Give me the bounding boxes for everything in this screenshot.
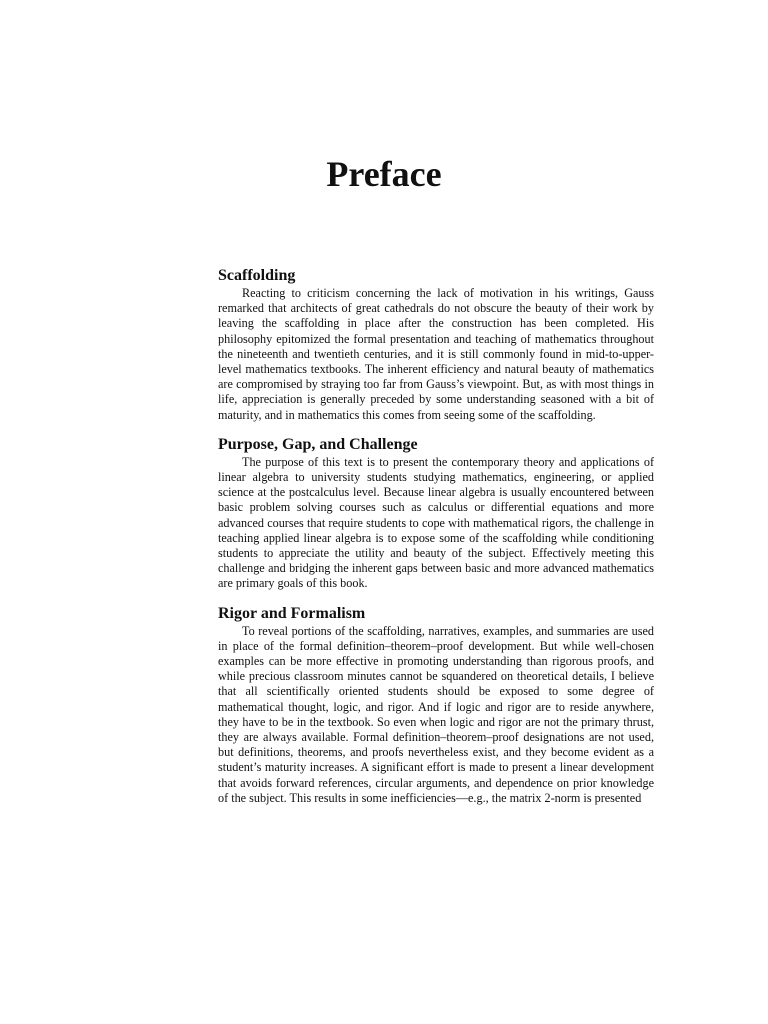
section-rigor-formalism (218, 604, 654, 806)
section-heading: Rigor and Formalism (218, 604, 366, 622)
page-title: Preface (326, 154, 442, 194)
section-heading: Purpose, Gap, and Challenge (218, 435, 418, 453)
section-purpose-gap-challenge (218, 435, 654, 592)
section-paragraph: The purpose of this text is to present the contemporary theory and applications of linear algebra to university students studying mathematics, engineering, or applied science at the postcalculus level. Because linear algebra is usually encountered between basic problem solving courses such as calculus or differential equations and more advanced courses that require students to cope with mathematical rigors, the challenge in teaching applied linear algebra is to expose some of the scaffolding while conditioning students to appreciate the utility and beauty of the subject. Effectively meeting this challenge and bridging the inherent gaps between basic and more advanced mathematics are primary goals of this book. (218, 454, 654, 591)
section-paragraph: Reacting to criticism concerning the lack of motivation in his writings, Gauss remarked that architects of great cathedrals do not obscure the beauty of their work by leaving the scaffolding in place after the construction has been completed. His philosophy epitomized the formal presentation and teaching of mathematics throughout the nineteenth and twentieth centuries, and it is still commonly found in mid-to-upper-level mathematics textbooks. The inherent efficiency and natural beauty of mathematics are compromised by straying too far from Gauss’s viewpoint. But, as with most things in life, appreciation is generally preceded by some understanding seasoned with a bit of maturity, and in mathematics this comes from seeing some of the scaffolding. (218, 286, 654, 422)
section-paragraph: To reveal portions of the scaffolding, narratives, examples, and summaries are used in place of the formal definition–theorem–proof development. But while well-chosen examples can be more effective in promoting understanding than rigorous proofs, and while precious classroom minutes cannot be squandered on theoretical details, I believe that all scientifically oriented students should be exposed to some degree of mathematical thought, logic, and rigor. And if logic and rigor are to reside anywhere, they have to be in the textbook. So even when logic and rigor are not the primary thrust, they are always available. Formal definition–theorem–proof designations are not used, but definitions, theorems, and proofs nevertheless exist, and they become evident as a student’s maturity increases. A significant effort is made to present a linear development that avoids forward references, circular arguments, and dependence on prior knowledge of the subject. This results in some inefficiencies—e.g., the matrix 2-norm is presented (218, 623, 654, 805)
section-scaffolding (218, 266, 654, 423)
section-heading: Scaffolding (218, 267, 296, 284)
preface-body (218, 266, 654, 812)
